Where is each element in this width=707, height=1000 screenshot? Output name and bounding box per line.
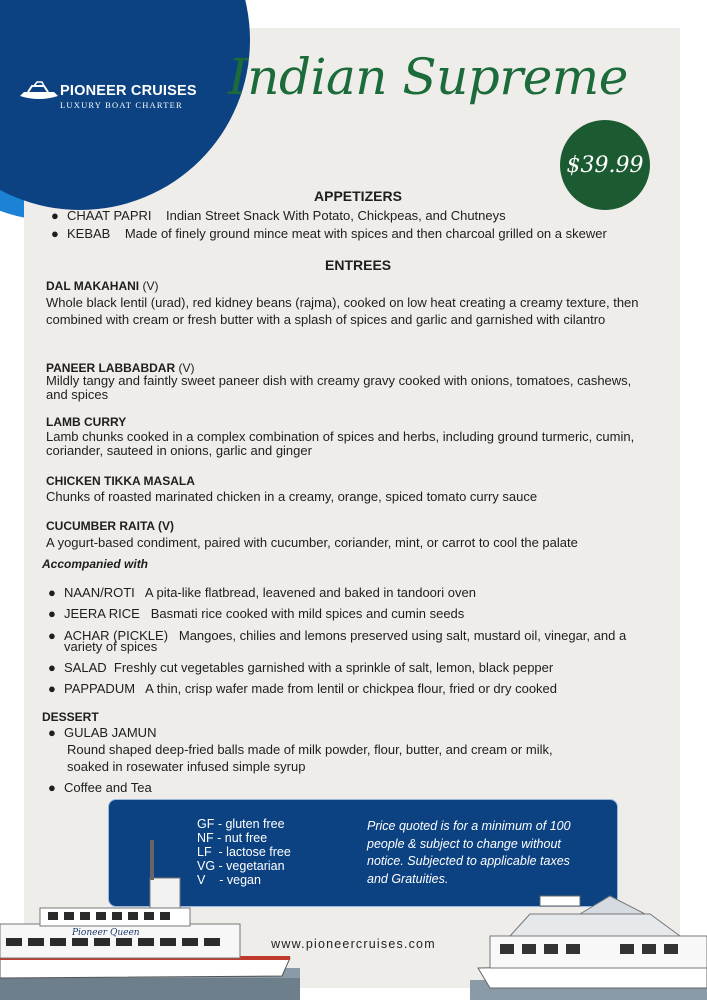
dish-name: [46, 474, 195, 488]
dish-desc: Lamb chunks cooked in a complex combination of spices and herbs, including ground turmeric, cumin, coriander, sauteed in onions, garlic and ginger: [46, 429, 635, 458]
bullet-icon: ●: [48, 660, 56, 675]
item-name: JEERA RICE: [64, 606, 140, 621]
dish-name: [46, 519, 174, 533]
dish-diet: (V): [178, 361, 195, 375]
cruise-ship-icon: [18, 80, 60, 102]
item-desc: Made of finely ground mince meat with spices and then charcoal grilled on a skewer: [124, 226, 607, 241]
item-desc: A thin, crisp wafer made from lentil or chickpea flour, fried or dry cooked: [145, 681, 558, 696]
item-desc-continued: variety of spices: [64, 639, 158, 654]
dish-name: [46, 415, 126, 429]
item-desc: Indian Street Snack With Potato, Chickpeas, and Chutneys: [165, 208, 506, 223]
item-desc: Basmati rice cooked with mild spices and cumin seeds: [150, 606, 465, 621]
list-item: [48, 660, 554, 676]
entrees-heading: ENTREES: [325, 257, 392, 273]
legend-item: V - vegan: [197, 873, 261, 887]
list-item: [51, 226, 607, 242]
bullet-icon: ●: [48, 780, 56, 795]
item-name: Coffee and Tea: [64, 780, 152, 795]
dish-desc: Chunks of roasted marinated chicken in a creamy, orange, spiced tomato curry sauce: [46, 489, 538, 504]
dish-diet: (V): [142, 279, 159, 293]
boat-left-image: [0, 838, 300, 1000]
item-desc: A pita-like flatbread, leavened and baked in tandoori oven: [144, 585, 476, 600]
dish-name: [46, 279, 158, 293]
price-disclaimer: Price quoted is for a minimum of 100 people & subject to change without notice. Subjected to applicable taxes and Gratuities.: [367, 819, 571, 886]
item-name: PAPPADUM: [64, 681, 136, 696]
item-name: SALAD: [64, 660, 107, 675]
brand-tagline: LUXURY BOAT CHARTER: [60, 100, 183, 110]
item-name: CHAAT PAPRI: [67, 208, 152, 223]
item-name: NAAN/ROTI: [64, 585, 135, 600]
list-item: [48, 780, 152, 796]
dish-title: PANEER LABBABDAR: [46, 361, 176, 375]
dish-desc: Mildly tangy and faintly sweet paneer dish with creamy gravy cooked with onions, tomatoes, cashews, and spices: [46, 373, 632, 402]
item-name: ACHAR (PICKLE): [64, 628, 169, 643]
brand-name: PIONEER CRUISES: [60, 83, 197, 99]
website-link[interactable]: www.pioneercruises.com: [271, 937, 436, 951]
bullet-icon: ●: [48, 725, 56, 740]
bullet-icon: ●: [48, 606, 56, 621]
list-item: [48, 725, 157, 741]
bullet-icon: ●: [48, 585, 56, 600]
list-item: [48, 606, 465, 622]
list-item: [51, 208, 506, 224]
legend-item: LF - lactose free: [197, 845, 291, 859]
price-badge: $39.99: [560, 120, 650, 210]
list-item: [48, 681, 558, 697]
item-desc: Round shaped deep-fried balls made of milk powder, flour, butter, and cream or milk,: [67, 742, 553, 757]
legend-item: VG - vegetarian: [197, 859, 285, 873]
dessert-heading: DESSERT: [42, 710, 99, 724]
bullet-icon: ●: [51, 208, 59, 223]
dish-desc: Whole black lentil (urad), red kidney beans (rajma), cooked on low heat creating a creamy texture, then combined with cream or fresh butter with a splash of spices and garlic and garnished with cilantro: [46, 295, 639, 327]
bullet-icon: ●: [51, 226, 59, 241]
accompanied-heading: Accompanied with: [42, 557, 149, 571]
list-item: [48, 585, 476, 601]
item-name: KEBAB: [67, 226, 111, 241]
dish-desc: A yogurt-based condiment, paired with cucumber, coriander, mint, or carrot to cool the palate: [46, 535, 578, 550]
item-desc: Mangoes, chilies and lemons preserved using salt, mustard oil, vinegar, and a: [178, 628, 627, 643]
dish-title: DAL MAKAHANI: [46, 279, 140, 293]
dish-title: CUCUMBER RAITA (V): [46, 519, 174, 533]
bullet-icon: ●: [48, 628, 56, 643]
item-desc: Freshly cut vegetables garnished with a sprinkle of salt, lemon, black pepper: [113, 660, 554, 675]
legend-item: GF - gluten free: [197, 817, 285, 831]
boat-name-label: Pioneer Queen: [72, 928, 140, 938]
bullet-icon: ●: [48, 681, 56, 696]
legend-item: NF - nut free: [197, 831, 268, 845]
dish-title: CHICKEN TIKKA MASALA: [46, 474, 195, 488]
item-name: GULAB JAMUN: [64, 725, 157, 740]
item-desc-continued: soaked in rosewater infused simple syrup: [67, 759, 306, 774]
appetizers-heading: APPETIZERS: [314, 188, 402, 204]
menu-title: Indian Supreme: [228, 48, 628, 106]
dish-title: LAMB CURRY: [46, 415, 127, 429]
